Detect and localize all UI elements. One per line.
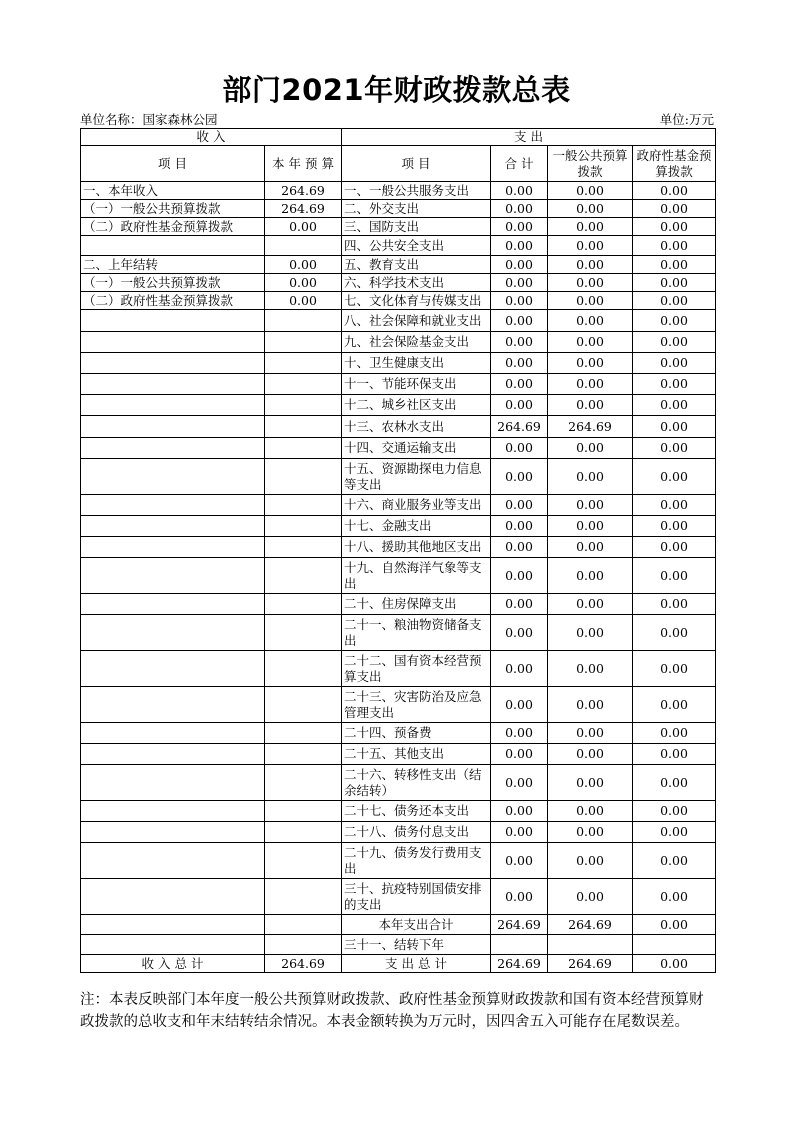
income-value-cell xyxy=(265,416,342,438)
income-item-cell xyxy=(81,615,265,651)
expense-item-cell: 二十六、转移性支出（结余结转） xyxy=(342,765,491,801)
expense-general-cell: 0.00 xyxy=(548,615,633,651)
table-row xyxy=(81,292,716,310)
expense-total-cell: 0.00 xyxy=(491,310,548,332)
income-item-cell xyxy=(81,723,265,744)
income-item-cell xyxy=(81,495,265,516)
expense-total-cell xyxy=(491,935,548,955)
income-value-cell xyxy=(265,744,342,765)
table-row xyxy=(81,353,716,374)
income-total-label: 收 入 总 计 xyxy=(81,955,265,973)
expense-general-cell: 0.00 xyxy=(548,182,633,200)
col-general-budget: 一般公共预算拨款 xyxy=(548,146,633,182)
col-current-year: 本 年 预 算 xyxy=(265,146,342,182)
col-fund-budget: 政府性基金预算拨款 xyxy=(633,146,716,182)
income-value-cell xyxy=(265,236,342,256)
expense-fund-cell: 0.00 xyxy=(633,218,716,236)
table-row xyxy=(81,822,716,843)
income-item-cell: 二、上年结转 xyxy=(81,256,265,274)
income-item-cell xyxy=(81,310,265,332)
expense-item-cell: 四、公共安全支出 xyxy=(342,236,491,256)
table-row xyxy=(81,438,716,459)
income-value-cell: 0.00 xyxy=(265,292,342,310)
table-row xyxy=(81,374,716,395)
expense-total-cell: 264.69 xyxy=(491,915,548,935)
expense-item-cell: 十一、节能环保支出 xyxy=(342,374,491,395)
expense-item-cell: 二十九、债务发行费用支出 xyxy=(342,843,491,879)
income-value-cell xyxy=(265,459,342,495)
table-row xyxy=(81,915,716,935)
income-value-cell xyxy=(265,915,342,935)
expense-general-cell: 0.00 xyxy=(548,438,633,459)
income-value-cell xyxy=(265,687,342,723)
expense-item-cell: 十七、金融支出 xyxy=(342,516,491,537)
expense-total-cell: 0.00 xyxy=(491,256,548,274)
expense-fund-cell: 0.00 xyxy=(633,594,716,615)
expense-fund-cell: 0.00 xyxy=(633,744,716,765)
income-item-cell xyxy=(81,935,265,955)
expense-total-cell: 0.00 xyxy=(491,594,548,615)
expense-total-cell: 0.00 xyxy=(491,822,548,843)
expense-total-cell: 0.00 xyxy=(491,537,548,558)
income-item-cell xyxy=(81,687,265,723)
income-value-cell: 0.00 xyxy=(265,274,342,292)
income-item-cell: （一）一般公共预算拨款 xyxy=(81,200,265,218)
expense-total-cell: 0.00 xyxy=(491,395,548,416)
income-value-cell xyxy=(265,801,342,822)
table-row xyxy=(81,744,716,765)
expense-general-cell: 0.00 xyxy=(548,236,633,256)
expense-item-cell: 六、科学技术支出 xyxy=(342,274,491,292)
income-item-cell xyxy=(81,843,265,879)
income-item-cell xyxy=(81,879,265,915)
expense-general-cell: 0.00 xyxy=(548,822,633,843)
expense-item-cell: 十九、自然海洋气象等支出 xyxy=(342,558,491,594)
expense-general-cell: 0.00 xyxy=(548,558,633,594)
unit-info-row xyxy=(80,110,714,126)
expense-general-cell: 0.00 xyxy=(548,459,633,495)
income-item-cell: （二）政府性基金预算拨款 xyxy=(81,218,265,236)
table-row xyxy=(81,274,716,292)
table-row xyxy=(81,843,716,879)
expense-fund-cell: 0.00 xyxy=(633,374,716,395)
expense-item-cell: 二十七、债务还本支出 xyxy=(342,801,491,822)
header-column-row xyxy=(81,146,716,182)
table-row xyxy=(81,594,716,615)
expense-total-cell: 0.00 xyxy=(491,516,548,537)
expense-total-cell: 0.00 xyxy=(491,558,548,594)
unit-name: 单位名称：国家森林公园 xyxy=(80,112,218,127)
table-row xyxy=(81,256,716,274)
expense-general-cell: 264.69 xyxy=(548,915,633,935)
expense-item-cell: 二十五、其他支出 xyxy=(342,744,491,765)
expense-fund-cell: 0.00 xyxy=(633,615,716,651)
expense-item-cell: 三十、抗疫特别国债安排的支出 xyxy=(342,879,491,915)
expense-item-cell: 二十三、灾害防治及应急管理支出 xyxy=(342,687,491,723)
expense-total-general: 264.69 xyxy=(548,955,633,973)
income-value-cell xyxy=(265,395,342,416)
expense-item-cell: 一、一般公共服务支出 xyxy=(342,182,491,200)
table-row xyxy=(81,879,716,915)
expense-item-cell: 十八、援助其他地区支出 xyxy=(342,537,491,558)
income-value-cell xyxy=(265,935,342,955)
income-item-cell xyxy=(81,594,265,615)
expense-fund-cell: 0.00 xyxy=(633,256,716,274)
expense-total-cell: 0.00 xyxy=(491,353,548,374)
expense-fund-cell: 0.00 xyxy=(633,879,716,915)
table-row xyxy=(81,651,716,687)
budget-table xyxy=(80,128,716,973)
expense-item-cell: 三、国防支出 xyxy=(342,218,491,236)
table-row xyxy=(81,801,716,822)
income-value-cell: 0.00 xyxy=(265,256,342,274)
expense-fund-cell: 0.00 xyxy=(633,353,716,374)
expense-item-cell: 九、社会保险基金支出 xyxy=(342,332,491,353)
income-item-cell xyxy=(81,801,265,822)
income-value-cell xyxy=(265,822,342,843)
expense-total-cell: 0.00 xyxy=(491,274,548,292)
table-row xyxy=(81,723,716,744)
footnote: 注：本表反映部门本年度一般公共预算财政拨款、政府性基金预算财政拨款和国有资本经营预算财政拨款的总收支和年末结转结余情况。本表金额转换为万元时，因四舍五入可能存在尾数误差。 xyxy=(80,992,704,1030)
expense-general-cell: 0.00 xyxy=(548,879,633,915)
expense-general-cell: 0.00 xyxy=(548,495,633,516)
expense-fund-cell: 0.00 xyxy=(633,332,716,353)
income-total-value: 264.69 xyxy=(265,955,342,973)
income-value-cell xyxy=(265,353,342,374)
expense-general-cell: 0.00 xyxy=(548,353,633,374)
unit-measure: 单位:万元 xyxy=(659,112,714,127)
table-row xyxy=(81,537,716,558)
expense-fund-cell: 0.00 xyxy=(633,292,716,310)
table-row xyxy=(81,200,716,218)
expense-total-cell: 0.00 xyxy=(491,374,548,395)
income-value-cell xyxy=(265,879,342,915)
income-value-cell xyxy=(265,843,342,879)
expense-general-cell: 0.00 xyxy=(548,843,633,879)
table-row xyxy=(81,765,716,801)
expense-fund-cell: 0.00 xyxy=(633,200,716,218)
table-row xyxy=(81,935,716,955)
expense-total-cell: 0.00 xyxy=(491,182,548,200)
expense-fund-cell: 0.00 xyxy=(633,310,716,332)
table-row xyxy=(81,416,716,438)
expense-fund-cell: 0.00 xyxy=(633,558,716,594)
expense-item-cell: 本年支出合计 xyxy=(342,915,491,935)
expense-item-cell: 五、教育支出 xyxy=(342,256,491,274)
expense-item-cell: 二十八、债务付息支出 xyxy=(342,822,491,843)
expense-fund-cell: 0.00 xyxy=(633,537,716,558)
expense-fund-cell: 0.00 xyxy=(633,687,716,723)
table-row xyxy=(81,332,716,353)
expense-total-cell: 0.00 xyxy=(491,843,548,879)
expense-general-cell: 0.00 xyxy=(548,651,633,687)
col-expense-item: 项 目 xyxy=(342,146,491,182)
table-row xyxy=(81,218,716,236)
income-item-cell xyxy=(81,438,265,459)
income-item-cell xyxy=(81,516,265,537)
expense-fund-cell: 0.00 xyxy=(633,495,716,516)
expense-total-cell: 0.00 xyxy=(491,765,548,801)
income-value-cell xyxy=(265,310,342,332)
expense-fund-cell: 0.00 xyxy=(633,516,716,537)
table-row xyxy=(81,687,716,723)
income-item-cell xyxy=(81,822,265,843)
income-item-cell xyxy=(81,395,265,416)
income-value-cell xyxy=(265,332,342,353)
income-item-cell: （一）一般公共预算拨款 xyxy=(81,274,265,292)
expense-total-cell: 0.00 xyxy=(491,495,548,516)
expense-total-cell: 0.00 xyxy=(491,879,548,915)
expense-fund-cell: 0.00 xyxy=(633,843,716,879)
expense-fund-cell: 0.00 xyxy=(633,651,716,687)
income-item-cell: 一、本年收入 xyxy=(81,182,265,200)
expense-general-cell: 0.00 xyxy=(548,310,633,332)
expense-general-cell: 0.00 xyxy=(548,395,633,416)
expense-total-cell: 0.00 xyxy=(491,744,548,765)
expense-item-cell: 三十一、结转下年 xyxy=(342,935,491,955)
income-value-cell xyxy=(265,537,342,558)
table-row xyxy=(81,182,716,200)
expense-total-cell: 0.00 xyxy=(491,218,548,236)
table-row xyxy=(81,459,716,495)
col-income-item: 项 目 xyxy=(81,146,265,182)
expense-total-cell: 0.00 xyxy=(491,292,548,310)
expense-general-cell: 0.00 xyxy=(548,256,633,274)
expense-total-cell: 0.00 xyxy=(491,801,548,822)
income-value-cell xyxy=(265,723,342,744)
income-value-cell xyxy=(265,516,342,537)
income-value-cell: 264.69 xyxy=(265,182,342,200)
expense-fund-cell: 0.00 xyxy=(633,438,716,459)
expense-general-cell: 264.69 xyxy=(548,416,633,438)
expense-general-cell: 0.00 xyxy=(548,274,633,292)
expense-general-cell xyxy=(548,935,633,955)
expense-item-cell: 二十一、粮油物资储备支出 xyxy=(342,615,491,651)
expense-total-cell: 0.00 xyxy=(491,200,548,218)
income-item-cell xyxy=(81,537,265,558)
expense-item-cell: 七、文化体育与传媒支出 xyxy=(342,292,491,310)
expense-item-cell: 十二、城乡社区支出 xyxy=(342,395,491,416)
income-item-cell: （二）政府性基金预算拨款 xyxy=(81,292,265,310)
expense-item-cell: 十四、交通运输支出 xyxy=(342,438,491,459)
expense-total-cell: 0.00 xyxy=(491,438,548,459)
income-value-cell: 0.00 xyxy=(265,218,342,236)
expense-general-cell: 0.00 xyxy=(548,200,633,218)
expense-fund-cell: 0.00 xyxy=(633,459,716,495)
income-item-cell xyxy=(81,353,265,374)
income-value-cell xyxy=(265,495,342,516)
income-value-cell xyxy=(265,558,342,594)
expense-fund-cell: 0.00 xyxy=(633,416,716,438)
table-row xyxy=(81,615,716,651)
expense-general-cell: 0.00 xyxy=(548,374,633,395)
header-group-row xyxy=(81,129,716,146)
income-item-cell xyxy=(81,651,265,687)
expense-item-cell: 八、社会保障和就业支出 xyxy=(342,310,491,332)
income-header: 收 入 xyxy=(81,129,342,146)
expense-item-cell: 十三、农林水支出 xyxy=(342,416,491,438)
expense-fund-cell: 0.00 xyxy=(633,182,716,200)
income-item-cell xyxy=(81,374,265,395)
expense-total-label: 支 出 总 计 xyxy=(342,955,491,973)
expense-general-cell: 0.00 xyxy=(548,516,633,537)
income-value-cell xyxy=(265,651,342,687)
income-value-cell: 264.69 xyxy=(265,200,342,218)
table-row xyxy=(81,516,716,537)
table-row xyxy=(81,558,716,594)
expense-total-cell: 0.00 xyxy=(491,615,548,651)
income-value-cell xyxy=(265,594,342,615)
expense-general-cell: 0.00 xyxy=(548,594,633,615)
expense-fund-cell xyxy=(633,935,716,955)
income-item-cell xyxy=(81,416,265,438)
income-item-cell xyxy=(81,459,265,495)
expense-header: 支 出 xyxy=(342,129,716,146)
expense-general-cell: 0.00 xyxy=(548,744,633,765)
expense-fund-cell: 0.00 xyxy=(633,395,716,416)
expense-total-cell: 264.69 xyxy=(491,416,548,438)
table-row xyxy=(81,236,716,256)
expense-fund-cell: 0.00 xyxy=(633,723,716,744)
expense-total-cell: 0.00 xyxy=(491,651,548,687)
income-item-cell xyxy=(81,744,265,765)
expense-fund-cell: 0.00 xyxy=(633,822,716,843)
page-title: 部门2021年财政拨款总表 xyxy=(222,73,571,107)
income-value-cell xyxy=(265,438,342,459)
income-item-cell xyxy=(81,915,265,935)
expense-total-sum: 264.69 xyxy=(491,955,548,973)
expense-fund-cell: 0.00 xyxy=(633,236,716,256)
income-item-cell xyxy=(81,558,265,594)
total-row xyxy=(81,955,716,973)
expense-total-cell: 0.00 xyxy=(491,459,548,495)
expense-item-cell: 十、卫生健康支出 xyxy=(342,353,491,374)
expense-total-cell: 0.00 xyxy=(491,236,548,256)
table-row xyxy=(81,495,716,516)
expense-item-cell: 二十四、预备费 xyxy=(342,723,491,744)
expense-item-cell: 二十、住房保障支出 xyxy=(342,594,491,615)
expense-general-cell: 0.00 xyxy=(548,687,633,723)
income-value-cell xyxy=(265,765,342,801)
expense-item-cell: 十六、商业服务业等支出 xyxy=(342,495,491,516)
expense-total-cell: 0.00 xyxy=(491,687,548,723)
expense-fund-cell: 0.00 xyxy=(633,765,716,801)
expense-general-cell: 0.00 xyxy=(548,292,633,310)
income-item-cell xyxy=(81,236,265,256)
income-value-cell xyxy=(265,374,342,395)
table-row xyxy=(81,310,716,332)
expense-item-cell: 十五、资源勘探电力信息等支出 xyxy=(342,459,491,495)
expense-general-cell: 0.00 xyxy=(548,723,633,744)
expense-item-cell: 二十二、国有资本经营预算支出 xyxy=(342,651,491,687)
expense-total-fund: 0.00 xyxy=(633,955,716,973)
expense-total-cell: 0.00 xyxy=(491,723,548,744)
expense-general-cell: 0.00 xyxy=(548,218,633,236)
expense-general-cell: 0.00 xyxy=(548,765,633,801)
table-row xyxy=(81,395,716,416)
expense-fund-cell: 0.00 xyxy=(633,801,716,822)
income-item-cell xyxy=(81,332,265,353)
expense-fund-cell: 0.00 xyxy=(633,915,716,935)
col-total: 合 计 xyxy=(491,146,548,182)
expense-general-cell: 0.00 xyxy=(548,537,633,558)
expense-item-cell: 二、外交支出 xyxy=(342,200,491,218)
income-item-cell xyxy=(81,765,265,801)
expense-general-cell: 0.00 xyxy=(548,332,633,353)
expense-general-cell: 0.00 xyxy=(548,801,633,822)
expense-fund-cell: 0.00 xyxy=(633,274,716,292)
expense-total-cell: 0.00 xyxy=(491,332,548,353)
income-value-cell xyxy=(265,615,342,651)
